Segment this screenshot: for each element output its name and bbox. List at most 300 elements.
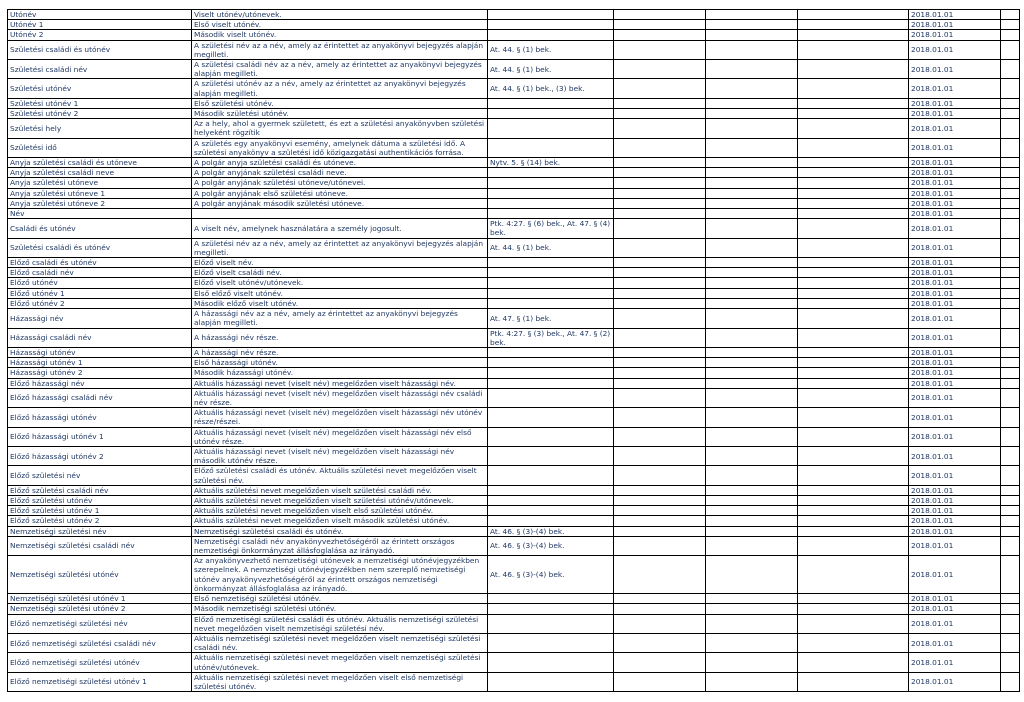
empty-cell (614, 138, 706, 157)
field-name-cell: Előző házassági név (8, 378, 192, 388)
empty-cell (1001, 594, 1020, 604)
field-name-cell: Családi és utónév (8, 219, 192, 238)
table-row (8, 672, 1020, 691)
empty-cell (1001, 556, 1020, 594)
empty-cell (706, 188, 798, 198)
empty-cell (614, 526, 706, 536)
field-name-cell: Születési családi és utónév (8, 238, 192, 257)
empty-cell (798, 219, 909, 238)
description-cell: Aktuális nemzetiségi születési nevet megelőzően viselt nemzetiségi születési utónév/utónevek. (192, 653, 488, 672)
empty-cell (798, 368, 909, 378)
effective-date-cell: 2018.01.01 (909, 556, 1001, 594)
field-name-cell: Előző házassági családi név (8, 388, 192, 407)
empty-cell (1001, 138, 1020, 157)
effective-date-cell: 2018.01.01 (909, 309, 1001, 328)
legal-reference-cell (488, 633, 614, 652)
empty-cell (706, 516, 798, 526)
table-row (8, 604, 1020, 614)
empty-cell (706, 30, 798, 40)
description-cell: A születés egy anyakönyvi esemény, amelynek dátuma a születési idő. A születési anyakönyv a születési idő közigazgatási authentikációs forrása. (192, 138, 488, 157)
effective-date-cell: 2018.01.01 (909, 633, 1001, 652)
table-row (8, 427, 1020, 446)
empty-cell (798, 298, 909, 308)
empty-cell (1001, 446, 1020, 465)
table-row (8, 328, 1020, 347)
description-cell: Aktuális születési nevet megelőzően viselt első születési utónév. (192, 506, 488, 516)
effective-date-cell: 2018.01.01 (909, 209, 1001, 219)
legal-reference-cell (488, 98, 614, 108)
description-cell: Viselt utónév/utónevek. (192, 10, 488, 20)
effective-date-cell: 2018.01.01 (909, 268, 1001, 278)
description-cell: A polgár anyjának születési utóneve/utónevei. (192, 178, 488, 188)
empty-cell (798, 526, 909, 536)
legal-reference-cell (488, 138, 614, 157)
empty-cell (706, 158, 798, 168)
table-row (8, 158, 1020, 168)
empty-cell (706, 40, 798, 59)
field-name-cell: Előző születési utónév (8, 495, 192, 505)
table-row (8, 188, 1020, 198)
table-row (8, 466, 1020, 485)
empty-cell (1001, 188, 1020, 198)
empty-cell (614, 408, 706, 427)
legal-reference-cell (488, 604, 614, 614)
empty-cell (1001, 495, 1020, 505)
table-row (8, 198, 1020, 208)
table-row (8, 358, 1020, 368)
empty-cell (614, 466, 706, 485)
description-cell: Az a hely, ahol a gyermek született, és ezt a születési anyakönyvben születési helyeként rögzítik (192, 119, 488, 138)
effective-date-cell: 2018.01.01 (909, 536, 1001, 555)
legal-reference-cell (488, 278, 614, 288)
description-cell: Aktuális születési nevet megelőzően viselt születési családi név. (192, 485, 488, 495)
empty-cell (614, 427, 706, 446)
empty-cell (706, 198, 798, 208)
table-row (8, 119, 1020, 138)
empty-cell (798, 328, 909, 347)
description-cell: A születési név az a név, amely az érintettet az anyakönyvi bejegyzés alapján megilleti. (192, 238, 488, 257)
legal-reference-cell (488, 298, 614, 308)
table-row (8, 10, 1020, 20)
table-row (8, 109, 1020, 119)
empty-cell (798, 466, 909, 485)
table-row (8, 178, 1020, 188)
empty-cell (798, 614, 909, 633)
empty-cell (614, 40, 706, 59)
legal-reference-cell (488, 594, 614, 604)
table-row (8, 238, 1020, 257)
description-cell: Előző születési családi és utónév. Aktuális születési nevet megelőzően viselt születési név. (192, 466, 488, 485)
empty-cell (1001, 238, 1020, 257)
empty-cell (1001, 516, 1020, 526)
empty-cell (798, 79, 909, 98)
description-cell: Az anyakönyvezhető nemzetiségi utónevek a nemzetiségi utónévjegyzékben szerepelnek. A nemzetiségi utónévjegyzékben nem szereplő nemzetiségi utónév anyakönyvezhetőségéről az érintett országos nemzetiségi önkormányzat állásfoglalása az irányadó. (192, 556, 488, 594)
empty-cell (614, 278, 706, 288)
empty-cell (1001, 168, 1020, 178)
description-cell: A születési utónév az a név, amely az érintettet az anyakönyvi bejegyzés alapján megilleti. (192, 79, 488, 98)
empty-cell (1001, 119, 1020, 138)
empty-cell (614, 60, 706, 79)
empty-cell (614, 388, 706, 407)
empty-cell (614, 614, 706, 633)
empty-cell (614, 258, 706, 268)
empty-cell (706, 268, 798, 278)
description-cell: Aktuális házassági nevet (viselt név) megelőzően viselt házassági név második utónév része. (192, 446, 488, 465)
effective-date-cell: 2018.01.01 (909, 328, 1001, 347)
empty-cell (798, 109, 909, 119)
effective-date-cell: 2018.01.01 (909, 138, 1001, 157)
effective-date-cell: 2018.01.01 (909, 188, 1001, 198)
empty-cell (1001, 526, 1020, 536)
legal-reference-cell: At. 44. § (1) bek. (488, 238, 614, 257)
description-cell: A házassági név része. (192, 328, 488, 347)
empty-cell (798, 278, 909, 288)
legal-reference-cell: At. 46. § (3)-(4) bek. (488, 536, 614, 555)
table-row (8, 614, 1020, 633)
empty-cell (798, 258, 909, 268)
field-name-cell: Anyja születési családi és utóneve (8, 158, 192, 168)
effective-date-cell: 2018.01.01 (909, 30, 1001, 40)
legal-reference-cell: At. 44. § (1) bek. (488, 40, 614, 59)
empty-cell (706, 278, 798, 288)
description-cell: Második előző viselt utónév. (192, 298, 488, 308)
empty-cell (614, 495, 706, 505)
description-cell: Aktuális házassági nevet (viselt név) megelőzően viselt házassági név utónév része/részei. (192, 408, 488, 427)
empty-cell (706, 79, 798, 98)
empty-cell (798, 60, 909, 79)
effective-date-cell: 2018.01.01 (909, 506, 1001, 516)
description-cell: Előző viselt utónév/utónevek. (192, 278, 488, 288)
empty-cell (614, 309, 706, 328)
effective-date-cell: 2018.01.01 (909, 388, 1001, 407)
field-name-cell: Anyja születési utóneve (8, 178, 192, 188)
empty-cell (614, 328, 706, 347)
table-row (8, 408, 1020, 427)
empty-cell (614, 119, 706, 138)
empty-cell (1001, 30, 1020, 40)
empty-cell (798, 446, 909, 465)
empty-cell (614, 347, 706, 357)
empty-cell (1001, 258, 1020, 268)
empty-cell (1001, 328, 1020, 347)
empty-cell (1001, 178, 1020, 188)
field-name-cell: Előző születési név (8, 466, 192, 485)
legal-reference-cell (488, 378, 614, 388)
empty-cell (1001, 388, 1020, 407)
empty-cell (706, 633, 798, 652)
effective-date-cell: 2018.01.01 (909, 278, 1001, 288)
empty-cell (706, 309, 798, 328)
field-name-cell: Nemzetiségi születési név (8, 526, 192, 536)
empty-cell (1001, 672, 1020, 691)
field-name-cell: Nemzetiségi születési utónév 2 (8, 604, 192, 614)
table-row (8, 168, 1020, 178)
effective-date-cell: 2018.01.01 (909, 466, 1001, 485)
effective-date-cell: 2018.01.01 (909, 258, 1001, 268)
table-row (8, 268, 1020, 278)
effective-date-cell: 2018.01.01 (909, 79, 1001, 98)
effective-date-cell: 2018.01.01 (909, 119, 1001, 138)
field-name-cell: Nemzetiségi születési utónév (8, 556, 192, 594)
legal-reference-cell (488, 168, 614, 178)
empty-cell (706, 10, 798, 20)
table-row (8, 98, 1020, 108)
table-row (8, 219, 1020, 238)
description-cell: A házassági név az a név, amely az érintettet az anyakönyvi bejegyzés alapján megilleti. (192, 309, 488, 328)
empty-cell (706, 506, 798, 516)
empty-cell (798, 238, 909, 257)
field-name-cell: Nemzetiségi születési családi név (8, 536, 192, 555)
empty-cell (706, 298, 798, 308)
legal-reference-cell (488, 495, 614, 505)
effective-date-cell: 2018.01.01 (909, 238, 1001, 257)
empty-cell (614, 378, 706, 388)
empty-cell (614, 219, 706, 238)
empty-cell (1001, 485, 1020, 495)
description-cell: A házassági név része. (192, 347, 488, 357)
legal-reference-cell: Ptk. 4:27. § (6) bek., At. 47. § (4) bek. (488, 219, 614, 238)
empty-cell (706, 388, 798, 407)
table-row (8, 633, 1020, 652)
legal-reference-cell (488, 516, 614, 526)
field-name-cell: Előző családi és utónév (8, 258, 192, 268)
empty-cell (706, 138, 798, 157)
legal-reference-cell (488, 258, 614, 268)
effective-date-cell: 2018.01.01 (909, 288, 1001, 298)
effective-date-cell: 2018.01.01 (909, 408, 1001, 427)
table-row (8, 40, 1020, 59)
empty-cell (798, 495, 909, 505)
empty-cell (1001, 109, 1020, 119)
empty-cell (706, 408, 798, 427)
description-cell: Aktuális születési nevet megelőzően viselt születési utónév/utónevek. (192, 495, 488, 505)
table-row (8, 526, 1020, 536)
empty-cell (1001, 466, 1020, 485)
description-cell: Aktuális nemzetiségi születési nevet megelőzően viselt első nemzetiségi születési utónév. (192, 672, 488, 691)
empty-cell (614, 178, 706, 188)
table-row (8, 298, 1020, 308)
description-cell: Nemzetiségi születési családi és utónév. (192, 526, 488, 536)
description-cell: Első nemzetiségi születési utónév. (192, 594, 488, 604)
empty-cell (798, 633, 909, 652)
effective-date-cell: 2018.01.01 (909, 198, 1001, 208)
effective-date-cell: 2018.01.01 (909, 653, 1001, 672)
empty-cell (614, 98, 706, 108)
empty-cell (706, 526, 798, 536)
empty-cell (1001, 298, 1020, 308)
empty-cell (798, 506, 909, 516)
empty-cell (614, 368, 706, 378)
data-dictionary-table (7, 9, 1020, 692)
empty-cell (1001, 368, 1020, 378)
empty-cell (614, 358, 706, 368)
empty-cell (1001, 506, 1020, 516)
empty-cell (706, 556, 798, 594)
description-cell: A polgár anyjának első születési utóneve. (192, 188, 488, 198)
empty-cell (798, 198, 909, 208)
description-cell: Aktuális születési nevet megelőzően viselt második születési utónév. (192, 516, 488, 526)
empty-cell (798, 653, 909, 672)
table-row (8, 347, 1020, 357)
description-cell: A viselt név, amelynek használatára a személy jogosult. (192, 219, 488, 238)
field-name-cell: Születési utónév (8, 79, 192, 98)
field-name-cell: Születési hely (8, 119, 192, 138)
field-name-cell: Nemzetiségi születési utónév 1 (8, 594, 192, 604)
empty-cell (614, 556, 706, 594)
table-body (8, 10, 1020, 692)
effective-date-cell: 2018.01.01 (909, 347, 1001, 357)
empty-cell (798, 672, 909, 691)
table-row (8, 556, 1020, 594)
empty-cell (798, 485, 909, 495)
empty-cell (614, 198, 706, 208)
field-name-cell: Anyja születési utóneve 1 (8, 188, 192, 198)
field-name-cell: Születési utónév 2 (8, 109, 192, 119)
empty-cell (1001, 268, 1020, 278)
description-cell: Aktuális házassági nevet (viselt név) megelőzően viselt házassági név első utónév része. (192, 427, 488, 446)
field-name-cell: Születési idő (8, 138, 192, 157)
field-name-cell: Házassági utónév (8, 347, 192, 357)
legal-reference-cell (488, 672, 614, 691)
empty-cell (798, 427, 909, 446)
legal-reference-cell (488, 209, 614, 219)
field-name-cell: Név (8, 209, 192, 219)
legal-reference-cell (488, 427, 614, 446)
field-name-cell: Házassági név (8, 309, 192, 328)
effective-date-cell: 2018.01.01 (909, 516, 1001, 526)
empty-cell (706, 98, 798, 108)
effective-date-cell: 2018.01.01 (909, 109, 1001, 119)
empty-cell (798, 288, 909, 298)
legal-reference-cell: At. 44. § (1) bek., (3) bek. (488, 79, 614, 98)
empty-cell (798, 40, 909, 59)
empty-cell (798, 188, 909, 198)
legal-reference-cell (488, 109, 614, 119)
empty-cell (706, 368, 798, 378)
empty-cell (614, 209, 706, 219)
empty-cell (614, 238, 706, 257)
empty-cell (1001, 158, 1020, 168)
legal-reference-cell (488, 10, 614, 20)
legal-reference-cell (488, 408, 614, 427)
field-name-cell: Előző családi név (8, 268, 192, 278)
table-row (8, 485, 1020, 495)
empty-cell (798, 119, 909, 138)
legal-reference-cell (488, 20, 614, 30)
effective-date-cell: 2018.01.01 (909, 20, 1001, 30)
empty-cell (798, 10, 909, 20)
empty-cell (706, 258, 798, 268)
description-cell: A polgár anyjának születési családi neve. (192, 168, 488, 178)
empty-cell (1001, 278, 1020, 288)
empty-cell (1001, 614, 1020, 633)
empty-cell (1001, 20, 1020, 30)
legal-reference-cell (488, 485, 614, 495)
empty-cell (798, 378, 909, 388)
table-row (8, 20, 1020, 30)
table-row (8, 446, 1020, 465)
table-row (8, 278, 1020, 288)
empty-cell (706, 238, 798, 257)
empty-cell (706, 653, 798, 672)
legal-reference-cell: At. 47. § (1) bek. (488, 309, 614, 328)
empty-cell (614, 672, 706, 691)
empty-cell (1001, 209, 1020, 219)
empty-cell (706, 594, 798, 604)
table-row (8, 209, 1020, 219)
field-name-cell: Előző nemzetiségi születési utónév (8, 653, 192, 672)
empty-cell (706, 427, 798, 446)
empty-cell (798, 604, 909, 614)
legal-reference-cell: Ptk. 4:27. § (3) bek., At. 47. § (2) bek. (488, 328, 614, 347)
effective-date-cell: 2018.01.01 (909, 60, 1001, 79)
table-row (8, 368, 1020, 378)
field-name-cell: Előző házassági utónév (8, 408, 192, 427)
field-name-cell: Házassági utónév 2 (8, 368, 192, 378)
field-name-cell: Anyja születési családi neve (8, 168, 192, 178)
empty-cell (798, 138, 909, 157)
empty-cell (706, 60, 798, 79)
empty-cell (706, 109, 798, 119)
empty-cell (706, 288, 798, 298)
effective-date-cell: 2018.01.01 (909, 495, 1001, 505)
empty-cell (1001, 10, 1020, 20)
empty-cell (706, 178, 798, 188)
empty-cell (1001, 633, 1020, 652)
description-cell: Előző viselt név. (192, 258, 488, 268)
legal-reference-cell (488, 506, 614, 516)
field-name-cell: Előző házassági utónév 1 (8, 427, 192, 446)
empty-cell (1001, 60, 1020, 79)
description-cell: Első házassági utónév. (192, 358, 488, 368)
legal-reference-cell (488, 368, 614, 378)
field-name-cell: Előző nemzetiségi születési név (8, 614, 192, 633)
empty-cell (706, 168, 798, 178)
empty-cell (706, 446, 798, 465)
empty-cell (614, 604, 706, 614)
empty-cell (1001, 309, 1020, 328)
empty-cell (706, 614, 798, 633)
legal-reference-cell (488, 188, 614, 198)
empty-cell (798, 594, 909, 604)
empty-cell (614, 633, 706, 652)
field-name-cell: Utónév (8, 10, 192, 20)
empty-cell (1001, 79, 1020, 98)
empty-cell (706, 119, 798, 138)
empty-cell (1001, 198, 1020, 208)
empty-cell (798, 347, 909, 357)
description-cell: Aktuális nemzetiségi születési nevet megelőzően viselt nemzetiségi születési családi név. (192, 633, 488, 652)
effective-date-cell: 2018.01.01 (909, 10, 1001, 20)
legal-reference-cell: At. 44. § (1) bek. (488, 60, 614, 79)
empty-cell (614, 288, 706, 298)
effective-date-cell: 2018.01.01 (909, 98, 1001, 108)
description-cell: Első előző viselt utónév. (192, 288, 488, 298)
field-name-cell: Utónév 2 (8, 30, 192, 40)
legal-reference-cell (488, 358, 614, 368)
table-row (8, 138, 1020, 157)
empty-cell (614, 594, 706, 604)
legal-reference-cell (488, 198, 614, 208)
empty-cell (1001, 347, 1020, 357)
legal-reference-cell (488, 446, 614, 465)
table-row (8, 536, 1020, 555)
legal-reference-cell (488, 178, 614, 188)
table-row (8, 506, 1020, 516)
empty-cell (1001, 98, 1020, 108)
empty-cell (1001, 219, 1020, 238)
empty-cell (706, 358, 798, 368)
